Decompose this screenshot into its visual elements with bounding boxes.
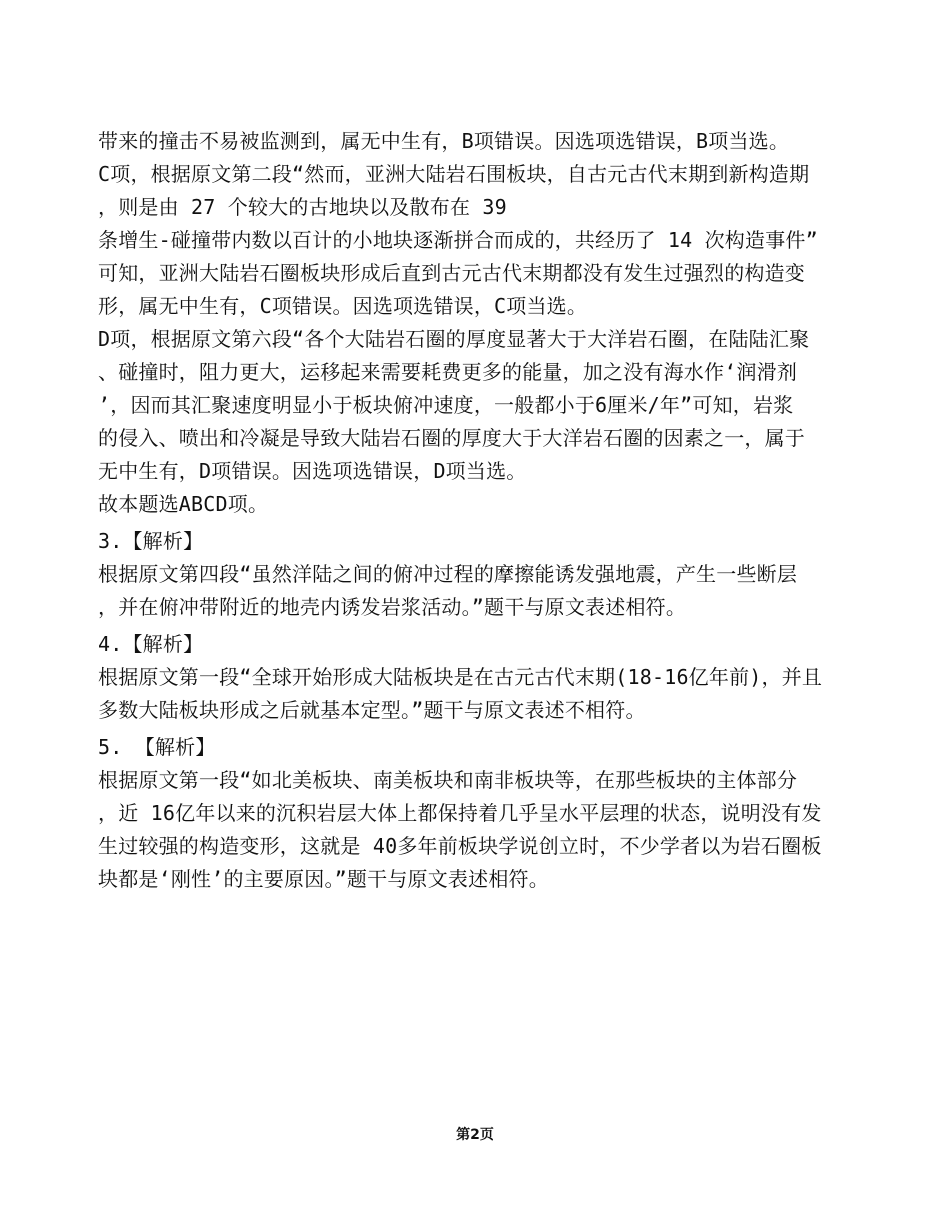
- text-line: ’，因而其汇聚速度明显小于板块俯冲速度，一般都小于6厘米/年”可知，岩浆: [98, 393, 794, 417]
- text-line: 根据原文第一段“如北美板块、南美板块和南非板块等，在那些板块的主体部分: [98, 768, 798, 792]
- text-line: ，近 16亿年以来的沉积岩层大体上都保持着几乎呈水平层理的状态，说明没有发: [98, 801, 822, 825]
- text-line: 根据原文第四段“虽然洋陆之间的俯冲过程的摩擦能诱发强地震，产生一些断层: [98, 562, 798, 586]
- text-line: 无中生有，D项错误。因选项选错误，D项当选。: [98, 459, 527, 483]
- text-line: 块都是‘刚性’的主要原因。”题干与原文表述相符。: [98, 867, 549, 891]
- text-line: 可知，亚洲大陆岩石圈板块形成后直到古元古代末期都没有发生过强烈的构造变: [98, 261, 805, 285]
- text-line: 的侵入、喷出和冷凝是导致大陆岩石圈的厚度大于大洋岩石圈的因素之一，属于: [98, 426, 805, 450]
- text-line: 、碰撞时，阻力更大，运移起来需要耗费更多的能量，加之没有海水作‘润滑剂: [98, 360, 798, 384]
- text-line: 带来的撞击不易被监测到，属无中生有，B项错误。因选项选错误，B项当选。: [98, 129, 790, 153]
- text-line: 条增生-碰撞带内数以百计的小地块逐渐拼合而成的，共经历了 14 次构造事件”: [98, 228, 818, 252]
- text-line: C项，根据原文第二段“然而，亚洲大陆岩石围板块，自古元古代末期到新构造期: [98, 162, 810, 186]
- text-line: 生过较强的构造变形，这就是 40多年前板块学说创立时，不少学者以为岩石圈板: [98, 834, 822, 858]
- text-line: 根据原文第一段“全球开始形成大陆板块是在古元古代末期(18-16亿年前)，并且: [98, 665, 823, 689]
- section-heading: 5. 【解析】: [98, 735, 216, 759]
- text-line: D项，根据原文第六段“各个大陆岩石圈的厚度显著大于大洋岩石圈，在陆陆汇聚: [98, 327, 810, 351]
- section-heading: 4.【解析】: [98, 632, 204, 656]
- text-line: 多数大陆板块形成之后就基本定型。”题干与原文表述不相符。: [98, 698, 646, 722]
- text-line: 形，属无中生有，C项错误。因选项选错误，C项当选。: [98, 294, 588, 318]
- page-number: 第2页: [456, 1127, 494, 1143]
- text-line: ，则是由 27 个较大的古地块以及散布在 39: [98, 195, 507, 219]
- text-line: 故本题选ABCD项。: [98, 492, 269, 516]
- text-line: ，并在俯冲带附近的地壳内诱发岩浆活动。”题干与原文表述相符。: [98, 595, 687, 619]
- section-heading: 3.【解析】: [98, 529, 204, 553]
